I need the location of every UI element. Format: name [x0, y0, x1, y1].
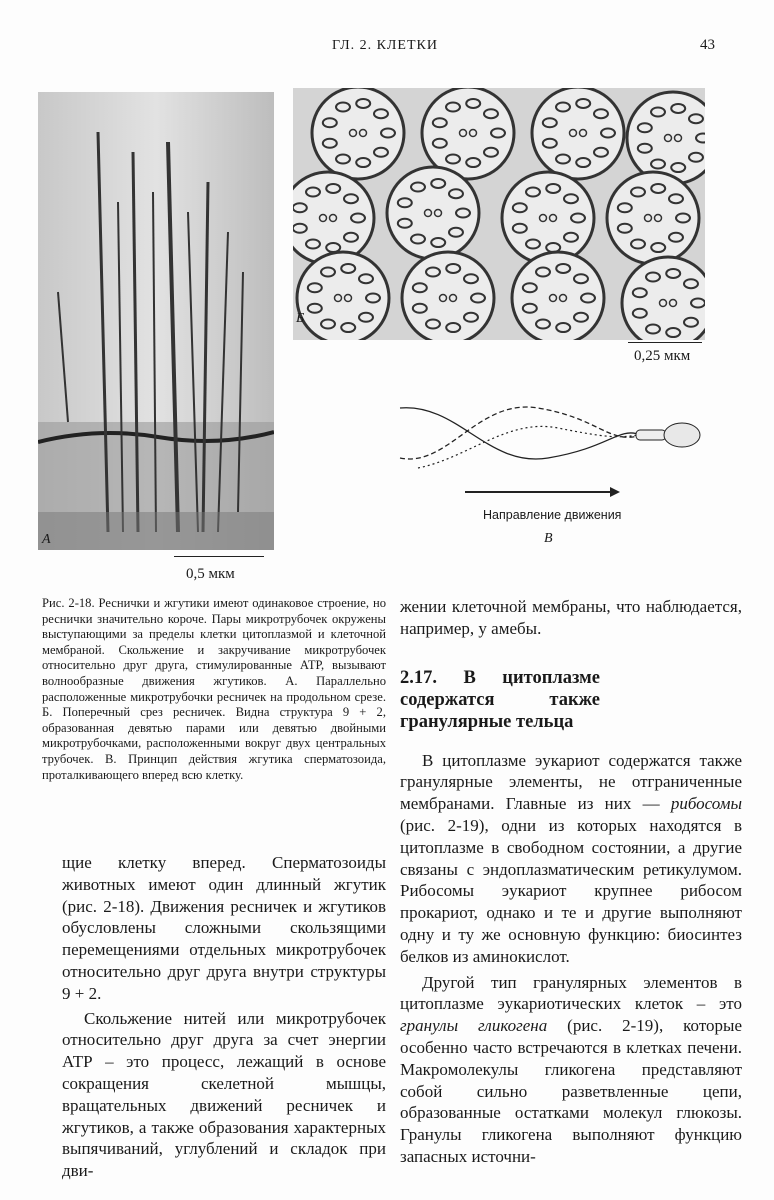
left-column — [62, 852, 386, 1182]
text: (рис. 2-19), одни из которых находятся в цитоплазме в свободном состоянии, а другие связаны с эндоплазматическим ретикулумом. Рибосомы эукариот крупнее рибосом прокариот, однако и те и другие выполняют одну и ту же основную функцию: биосинтез белков из аминокислот. — [400, 815, 742, 966]
scale-label-a: 0,5 мкм — [186, 566, 235, 582]
cilium-cross-section — [607, 172, 699, 264]
cilium-cross-section — [422, 88, 514, 179]
text: В цитоплазме эукариот содержатся также гранулярные элементы, не отграниченные мембранами. Главные из них — — [400, 750, 742, 814]
figure-label-v: В — [544, 531, 553, 546]
text: Другой тип гранулярных элементов в цитоплазме эукариотических клеток – это — [400, 972, 742, 1014]
cilium-cross-section — [402, 252, 494, 340]
paragraph: жении клеточной мембраны, что наблюдается, например, у амебы. — [400, 597, 742, 638]
term: рибосомы — [670, 794, 742, 814]
paragraph: щие клетку вперед. Сперматозоиды животных имеют один длинный жгутик (рис. 2-18). Движения ресничек и жгутиков обусловлены сложными скользящими перемещениями отдельных микротрубочек относительно друг друга внутри структуры 9 + 2. — [62, 853, 386, 1003]
section-heading: 2.17. В цитоплазме содержатся также гранулярные тельца — [400, 667, 600, 732]
direction-label: Направление движения — [483, 508, 622, 522]
figure-label-a: А — [42, 532, 51, 547]
cilium-cross-section — [387, 167, 479, 259]
figure-caption: Рис. 2-18. Реснички и жгутики имеют одинаковое строение, но реснички значительно короче. Пары микротрубочек окружены выступающими за пределы клетки цитоплазмой и клеточной мембраной. Скольжение и закручивание микротрубочек относительно друг друга, стимулированные АТР, вызывают волнообразные движения жгутиков. А. Параллельно расположенные микротрубочки ресничек на продольном срезе. Б. Поперечный срез ресничек. Видна структура 9 + 2, образованная девятью парами или девятью двойными микротрубочками, расположенными вокруг двух центральных трубочек. В. Принцип действия жгутика сперматозоида, проталкивающего вперед всю клетку. — [42, 596, 386, 782]
cilium-cross-section — [293, 172, 374, 264]
cilium-cross-section — [512, 252, 604, 340]
paragraph — [400, 750, 742, 968]
cilium-cross-section — [312, 88, 404, 179]
cilium-cross-section — [532, 88, 624, 179]
paragraph: Скольжение нитей или микротрубочек относительно друг друга за счет энергии АТР – это процесс, лежащий в основе сокращения скелетной мышцы, вращательных движений ресничек и жгутиков, а также образования характерных выпячиваний, углублений и складок при дви- — [62, 1008, 386, 1181]
cilium-cross-section — [627, 92, 705, 184]
figure-label-b: Б — [296, 311, 305, 326]
scale-bar-a — [174, 556, 264, 557]
running-head: ГЛ. 2. КЛЕТКИ — [332, 38, 438, 53]
micrograph-b — [293, 88, 705, 340]
text: (рис. 2-19), которые особенно часто встречаются в клетках печени. Макромолекулы гликогена представляют собой сильно разветвленные цепи, образованные остатками молекул глюкозы. Гранулы гликогена выполняют функцию запасных источни- — [400, 1016, 742, 1166]
page-number: 43 — [700, 37, 715, 53]
scale-bar-b — [628, 342, 702, 343]
cilium-cross-section — [502, 172, 594, 264]
cilium-cross-section — [622, 257, 705, 340]
flagellum-diagram — [398, 398, 708, 503]
scale-label-b: 0,25 мкм — [634, 348, 691, 364]
term: гранулы гликогена — [400, 1016, 548, 1036]
right-column — [400, 596, 742, 1168]
paragraph — [400, 972, 742, 1168]
micrograph-a — [38, 92, 274, 550]
cilium-cross-section — [297, 252, 389, 340]
